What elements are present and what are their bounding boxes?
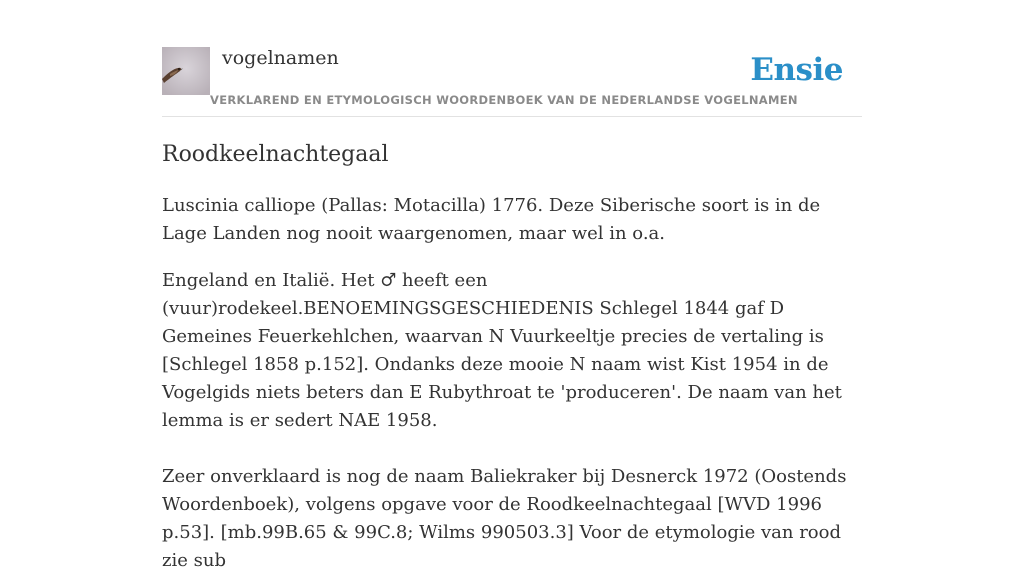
blog-name[interactable]: vogelnamen (222, 47, 339, 69)
site-header (162, 0, 862, 117)
article-paragraph: Engeland en Italië. Het ♂ heeft een (vuur)rodekeel.BENOEMINGSGESCHIEDENIS Schlegel 1844 gaf D Gemeines Feuerkehlchen, waarvan N Vuurkeeltje precies de vertaling is [Schlegel 1858 p.152]. Ondanks deze mooie N naam wist Kist 1954 in de Vogelgids niets beters dan E Rubythroat te 'produceren'. De naam van het lemma is er sedert NAE 1958. Zeer onverklaard is nog de naam Baliekraker bij Desnerck 1972 (Oostends Woordenboek), volgens opgave voor de Roodkeelnachtegaal [WVD 1996 p.53]. [mb.99B.65 & 99C.8; Wilms 990503.3] Voor de etymologie van rood zie sub (162, 270, 847, 571)
bird-photo-icon (162, 47, 210, 95)
avatar[interactable] (162, 47, 210, 95)
article-title: Roodkeelnachtegaal (162, 142, 389, 167)
blog-tagline: VERKLAREND EN ETYMOLOGISCH WOORDENBOEK VAN DE NEDERLANDSE VOGELNAMEN (210, 93, 798, 107)
brand-logo[interactable]: Ensie (750, 52, 843, 88)
article-paragraph: Luscinia calliope (Pallas: Motacilla) 1776. Deze Siberische soort is in de Lage Landen nog nooit waargenomen, maar wel in o.a. (162, 195, 821, 244)
page (162, 0, 862, 571)
